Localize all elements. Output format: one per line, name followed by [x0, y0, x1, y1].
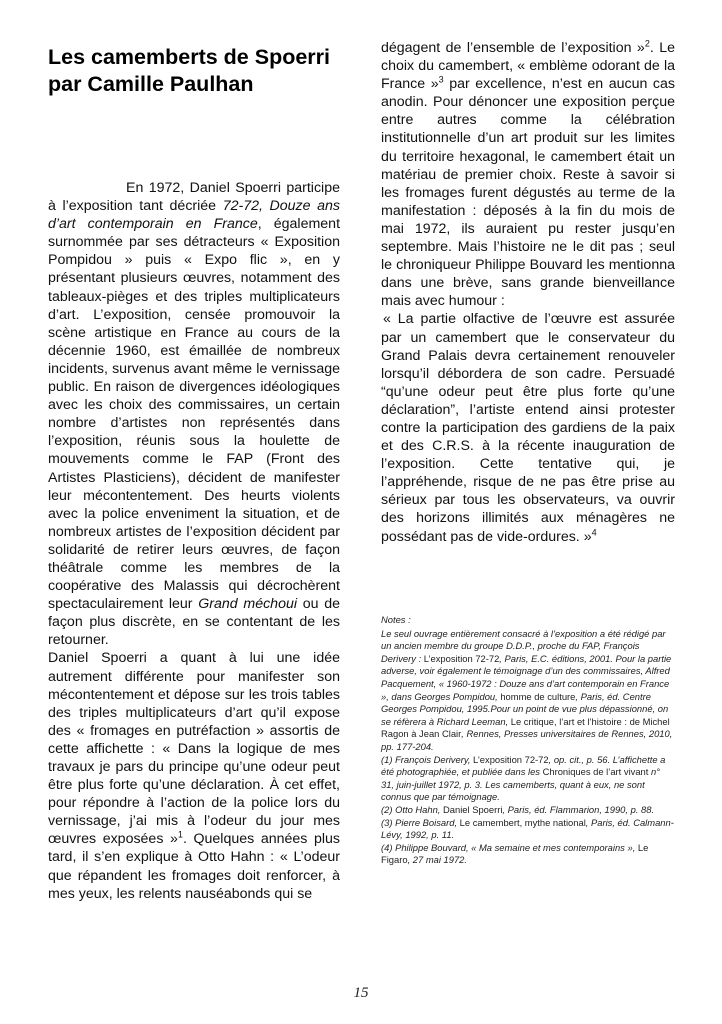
note-newspaper-title: Le Figaro: [381, 841, 649, 866]
footnote-ref-3: 3: [438, 74, 444, 85]
body-paragraph-3: [381, 39, 675, 310]
body-paragraph-2: [48, 649, 340, 902]
note-3: [381, 817, 675, 842]
note-text: Le seul ouvrage entièrement consacré à l’exposition a été rédigé par un ancien membre du groupe D.D.P., proche du FAP, François Derivery :: [381, 627, 666, 664]
page-number: 15: [353, 985, 369, 1001]
notes-section: [381, 614, 675, 867]
body-text: , également surnommée par ses détracteurs « Exposition Pompidou » puis « Expo flic », en y présentant plusieurs œuvres, notamment des tableaux-pièges et des triples multiplicateurs d’art. L’exposition, censée promouvoir la scène artistique en France au cours de la décennie 1960, est émaillée de nombreux incidents, survenus avant même le vernissage public. En raison de divergences idéologiques avec les choix des commissaires, un certain nombre d’artistes non représentés dans l’exposition, réunis sous la houlette de mouvements comme le FAP (Front des Artistes Plasticiens), décident de manifester leur mécontentement. Des heurts violents avec la police enveniment la situation, et de nombreux artistes de l’exposition décident par solidarité de retirer leurs œuvres, de façon théâtrale comme les membres de la coopérative des Malassis qui décrochèrent spectaculairement leur: [48, 216, 341, 613]
footnote-ref-4: 4: [591, 526, 597, 537]
note-text: (2) Otto Hahn,: [381, 803, 444, 815]
body-text: . Quelques années plus tard, il s’en explique à Otto Hahn : « L’odeur que répandent les fromages doit renforcer, à mes yeux, les relents nauséabonds qui se: [48, 831, 340, 902]
quote-text: « La partie olfactive de l’œuvre est assurée par un camembert que le conservateur du Grand Palais devra certainement renouveler lorsqu’il débordera de son cadre. Persuadé “qu’une odeur peut être plus forte qu’une déclaration”, l’artiste entend ainsi protester contre la participation des gardiens de la paix et des C.R.S. à la récente inauguration de l’exposition. Cette tentative qui, je l’appréhende, risque de ne pas être prise au sérieux par tous les observateurs, va ouvrir des horizons illimités aux ménagères ne possédant pas de vide-ordures. »: [381, 311, 675, 545]
note-book-title: homme de culture: [500, 690, 576, 702]
artwork-title: Grand méchoui: [198, 596, 298, 613]
note-text: , Paris, éd. Calmann-Lévy, 1992, p. 11.: [381, 816, 674, 841]
note-2: [381, 804, 675, 817]
body-text: dégagent de l’ensemble de l’exposition »: [381, 40, 645, 56]
note-journal-title: Chroniques de l’art vivant: [542, 766, 649, 778]
note-text: (1) François Derivery,: [381, 753, 474, 765]
body-text: par excellence, n’est en aucun cas anodin. Pour dénoncer une exposition perçue entre autres comme la célébration institutionnelle d’un art produit sur les limites du territoire hexagonal, le camembert était un matériau de premier choix. Reste à savoir si les fromages furent dégustés au terme de la manifestation : déposés à la fin du mois de mai 1972, ils auraient pu rester jusqu’en septembre. Mais l’histoire ne le dit pas ; seul le chroniqueur Philippe Bouvard les mentionna dans une brève, sans grande bienveillance mais avec humour :: [381, 76, 675, 310]
article-title: Les camemberts de Spoerri par Camille Paulhan: [48, 45, 331, 96]
note-intro: [381, 628, 675, 754]
footnote-ref-2: 2: [644, 38, 650, 49]
note-1: [381, 754, 675, 804]
note-book-title: Le critique, l’art et l’histoire : de Michel Ragon à Jean Clair: [381, 715, 670, 740]
note-book-title: Daniel Spoerri: [443, 803, 503, 815]
right-column: [381, 39, 675, 546]
note-book-title: Le camembert, mythe national: [459, 816, 586, 828]
note-text: , Paris, E.C. éditions, 2001. Pour la partie adverse, voir également le témoignage d’un des commissaires, Alfred Pacquement, « 1960-1972 : Douze ans d’art contemporain en France », dans Georges Pompidou,: [381, 652, 672, 702]
note-text: , Paris, éd. Centre Georges Pompidou, 1995.Pour un point de vue plus dépassionné, on se réfèrera à Richard Leeman,: [381, 690, 669, 727]
body-text: ou de façon plus discrète, en se contentant de les retourner.: [48, 596, 341, 649]
body-text: En 1972, Daniel Spoerri participe à l’exposition tant décriée: [48, 180, 340, 215]
note-4: [381, 842, 675, 867]
note-text: , Rennes, Presses universitaires de Rennes, 2010, pp. 177-204.: [381, 728, 673, 752]
note-text: (3) Pierre Boisard,: [381, 816, 460, 828]
footnote-ref-1: 1: [177, 829, 183, 840]
body-paragraph-1: [48, 179, 340, 649]
note-text: n° 31, juin-juillet 1972, p. 3. Les camemberts, quant à eux, ne sont connus que par témoignage.: [381, 766, 660, 803]
note-book-title: L’exposition 72-72: [473, 753, 549, 765]
notes-heading: Notes :: [381, 614, 411, 625]
note-book-title: L’exposition 72-72: [423, 652, 500, 664]
note-text: (4) Philippe Bouvard, « Ma semaine et mes contemporains »,: [381, 841, 638, 853]
body-text: . Le choix du camembert, « emblème odorant de la France »: [381, 40, 675, 93]
note-text: , Paris, éd. Flammarion, 1990, p. 88.: [502, 803, 655, 815]
note-text: , 27 mai 1972.: [407, 854, 467, 866]
quote-paragraph: [381, 310, 675, 545]
note-text: , op. cit., p. 56. L’affichette a été photographiée, et publiée dans les: [381, 753, 666, 778]
exhibition-title: 72-72, Douze ans d’art contemporain en France: [48, 198, 341, 233]
left-column: [48, 179, 340, 903]
body-text: Daniel Spoerri a quant à lui une idée autrement différente pour manifester son mécontentement et dépose sur les trois tables des triples multiplicateurs d’art qu’il expose des « fromages en putréfaction » assortis de cette affichette : « Dans la logique de mes travaux je pars du principe qu’une odeur peut être plus forte qu’une déclaration. À cet effet, pour répondre à l’action de la police lors du vernissage, j’ai mis à l’odeur du jour mes œuvres exposées »: [48, 650, 340, 848]
